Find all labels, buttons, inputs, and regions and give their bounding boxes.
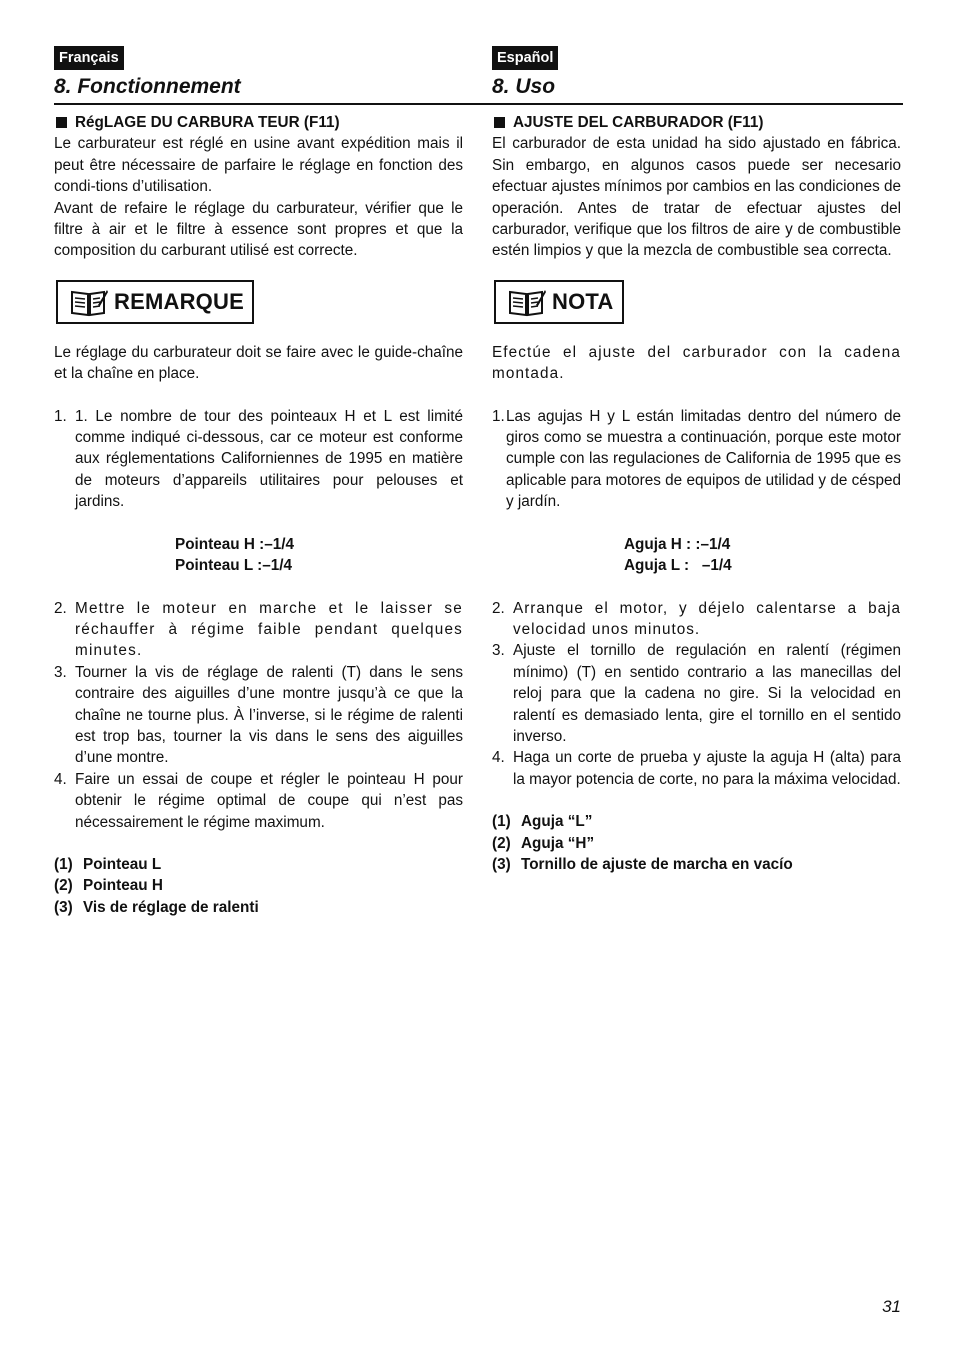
value-h: Pointeau H :–1/4: [175, 535, 295, 553]
needle-values: [492, 534, 901, 577]
open-book-note-icon: [508, 287, 546, 317]
language-badge-french: Français: [54, 46, 124, 70]
open-book-note-icon: [70, 287, 108, 317]
french-column: [54, 46, 463, 918]
parts-legend: [54, 854, 463, 918]
steps-list: [54, 406, 463, 513]
value-l: Aguja L : –1/4: [624, 557, 732, 575]
french-body: [54, 112, 463, 918]
nota-label: NOTA: [552, 289, 614, 315]
language-badge-spanish: Español: [492, 46, 558, 70]
bullet-square-icon: [56, 117, 67, 128]
list-item: 4. Haga un corte de prueba y ajuste la aguja H (alta) para la mayor potencia de corte, no para la máxima velocidad.: [492, 749, 901, 788]
list-item: 2. Arranque el motor, y déjelo calentarse a baja velocidad unos minutos.: [492, 599, 901, 638]
list-item: 1. 1. Le nombre de tour des pointeaux H et L est limité comme indiqué ci-dessous, car ce moteur est conforme aux réglementations Californiennes de 1995 en matière de moteurs d’appareils utilitaires pour pelouses et jardins.: [54, 407, 463, 511]
remarque-label: REMARQUE: [114, 289, 244, 315]
legend-item: (3) Tornillo de ajuste de marcha en vacío: [492, 855, 793, 873]
note-text: Le réglage du carburateur doit se faire avec le guide-chaîne et la chaîne en place.: [54, 343, 463, 383]
steps-list-continued: [492, 598, 901, 791]
list-item: 4. Faire un essai de coupe et régler le pointeau H pour obtenir le régime optimal de coupe qui n’est pas nécessairement le régime maximum.: [54, 770, 463, 831]
legend-item: (1) Pointeau L: [54, 855, 162, 873]
subhead-text: AJUSTE DEL CARBURADOR (F11): [513, 114, 764, 131]
spanish-body: [492, 112, 901, 875]
subhead-spanish: [492, 112, 901, 133]
section-title-spanish: 8. Uso: [492, 75, 556, 98]
list-item: 3. Ajuste el tornillo de regulación en ralentí (régimen mínimo) (T) en sentido contrario a las manecillas del reloj para que la cadena no gire. Si la velocidad en ralentí es demasiado lenta, gire el tornillo en el sentido inverso.: [492, 642, 901, 745]
legend-item: (1) Aguja “L”: [492, 813, 593, 831]
parts-legend: [492, 811, 901, 875]
remarque-box: [56, 280, 254, 324]
list-item: 1. Las agujas H y L están limitadas dentro del número de giros como se muestra a continuación, porque este motor cumple con las regulaciones de California de 1995 que es aplicable para motores de equipos de utilidad y de césped y jardín.: [492, 407, 901, 511]
legend-item: (2) Aguja “H”: [492, 834, 595, 852]
list-item: 2. Mettre le moteur en marche et le laisser se réchauffer à régime faible pendant quelques minutes.: [54, 599, 463, 660]
value-h: Aguja H : :–1/4: [624, 535, 731, 553]
note-text: Efectúe el ajuste del carburador con la cadena montada.: [492, 343, 901, 383]
intro-paragraph-1: El carburador de esta unidad ha sido ajustado en fábrica. Sin embargo, en algunos casos puede ser necesario efectuar ajustes mínimos por cambios en las condiciones de operación. Antes de tratar de efectuar ajustes del carburador, verifique que los filtros de aire y de combustible estén limpios y que la mezcla de combustible sea correcta.: [492, 135, 901, 260]
section-title-french: 8. Fonctionnement: [54, 75, 241, 98]
bullet-square-icon: [494, 117, 505, 128]
steps-list-continued: [54, 598, 463, 833]
value-l: Pointeau L :–1/4: [175, 557, 293, 575]
page-number: 31: [882, 1297, 901, 1316]
subhead-text: RégLAGE DU CARBURA TEUR (F11): [75, 114, 340, 131]
steps-list: [492, 406, 901, 513]
needle-values: [54, 534, 463, 577]
intro-paragraph-1: Le carburateur est réglé en usine avant expédition mais il peut être nécessaire de parfaire le réglage en fonction des condi-tions d’utilisation.: [54, 135, 463, 196]
legend-item: (3) Vis de réglage de ralenti: [54, 898, 259, 916]
spanish-column: [492, 46, 901, 875]
list-item: 3. Tourner la vis de réglage de ralenti (T) dans le sens contraire des aiguilles d’une montre jusqu’à ce que la chaîne ne tourne plus. À l’inverse, si le régime de ralenti est trop bas, tourner la vis dans le sens des aiguilles d’une montre.: [54, 663, 463, 767]
intro-paragraph-2: Avant de refaire le réglage du carburateur, vérifier que le filtre à air et le filtre à essence sont propres et que la composition du carburant utilisé est correcte.: [54, 199, 463, 260]
subhead-french: [54, 112, 463, 133]
legend-item: (2) Pointeau H: [54, 877, 163, 895]
nota-box: [494, 280, 624, 324]
